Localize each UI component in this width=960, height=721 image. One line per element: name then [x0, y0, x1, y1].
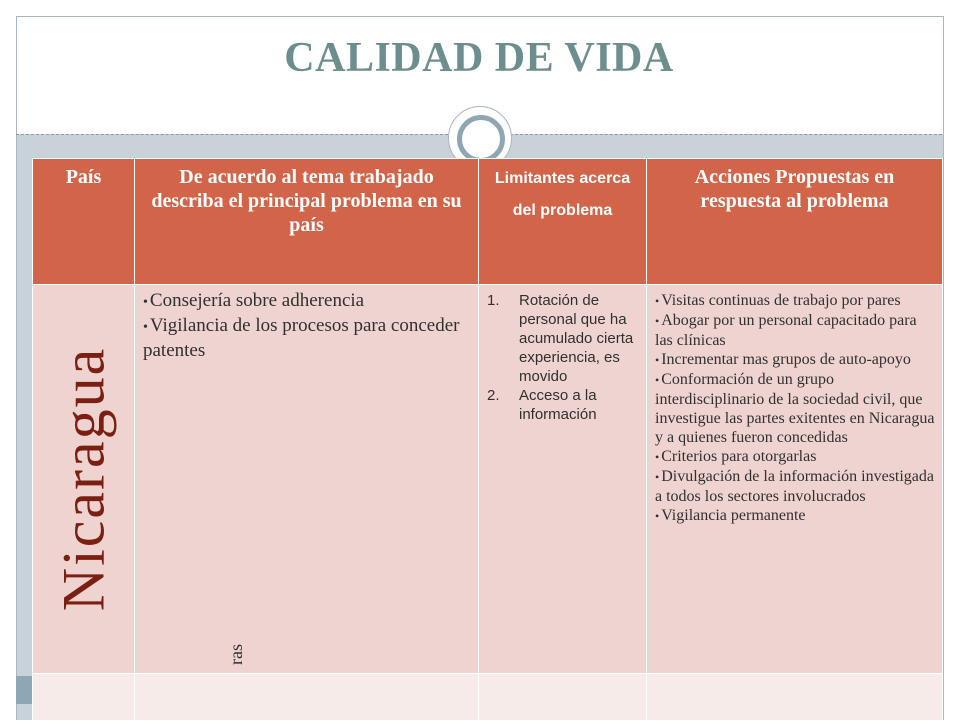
list-item: • Divulgación de la información investigada a todos los sectores involucrados — [655, 468, 935, 505]
divider-ring-icon — [457, 115, 505, 163]
table-row — [33, 285, 943, 674]
country-cell — [33, 285, 135, 674]
problem-cell — [135, 285, 479, 674]
list-item: • Abogar por un personal capacitado para las clínicas — [655, 312, 917, 349]
empty-cell — [479, 674, 647, 721]
problem-list — [135, 289, 478, 362]
country-name: Nicaragua — [50, 346, 116, 612]
actions-list — [647, 291, 942, 526]
header-actions: Acciones Propuestas en respuesta al problema — [647, 159, 943, 285]
empty-cell — [647, 674, 943, 721]
list-item: 2. Acceso a la información — [487, 387, 597, 423]
empty-cell — [135, 674, 479, 721]
header-country: País — [33, 159, 135, 285]
limitations-cell — [479, 285, 647, 674]
list-item: • Visitas continuas de trabajo por pares — [655, 292, 901, 309]
list-item: • Incrementar mas grupos de auto-apoyo — [655, 351, 911, 368]
empty-table-row — [33, 674, 943, 721]
list-item: • Criterios para otorgarlas — [655, 448, 817, 465]
empty-cell — [33, 674, 135, 721]
header-limitations: Limitantes acerca del problema — [479, 159, 647, 285]
list-item: • Vigilancia de los procesos para conceder patentes — [143, 315, 460, 361]
list-item: • Vigilancia permanente — [655, 507, 806, 524]
limitations-list — [479, 291, 646, 424]
header-problem: De acuerdo al tema trabajado describa el principal problema en su país — [135, 159, 479, 285]
list-item: 1. Rotación de personal que ha acumulado cierta experiencia, es movido — [487, 292, 634, 385]
list-item: • Consejería sobre adherencia — [143, 290, 365, 311]
list-item: • Conformación de un grupo interdisciplinario de la sociedad civil, que investigue las partes exitentes en Nicaragua y a quienes fueron concedidas — [655, 371, 935, 446]
slide-title: CALIDAD DE VIDA — [284, 35, 674, 81]
stray-text: ras — [226, 644, 246, 665]
actions-cell — [647, 285, 943, 674]
data-table — [32, 158, 943, 721]
